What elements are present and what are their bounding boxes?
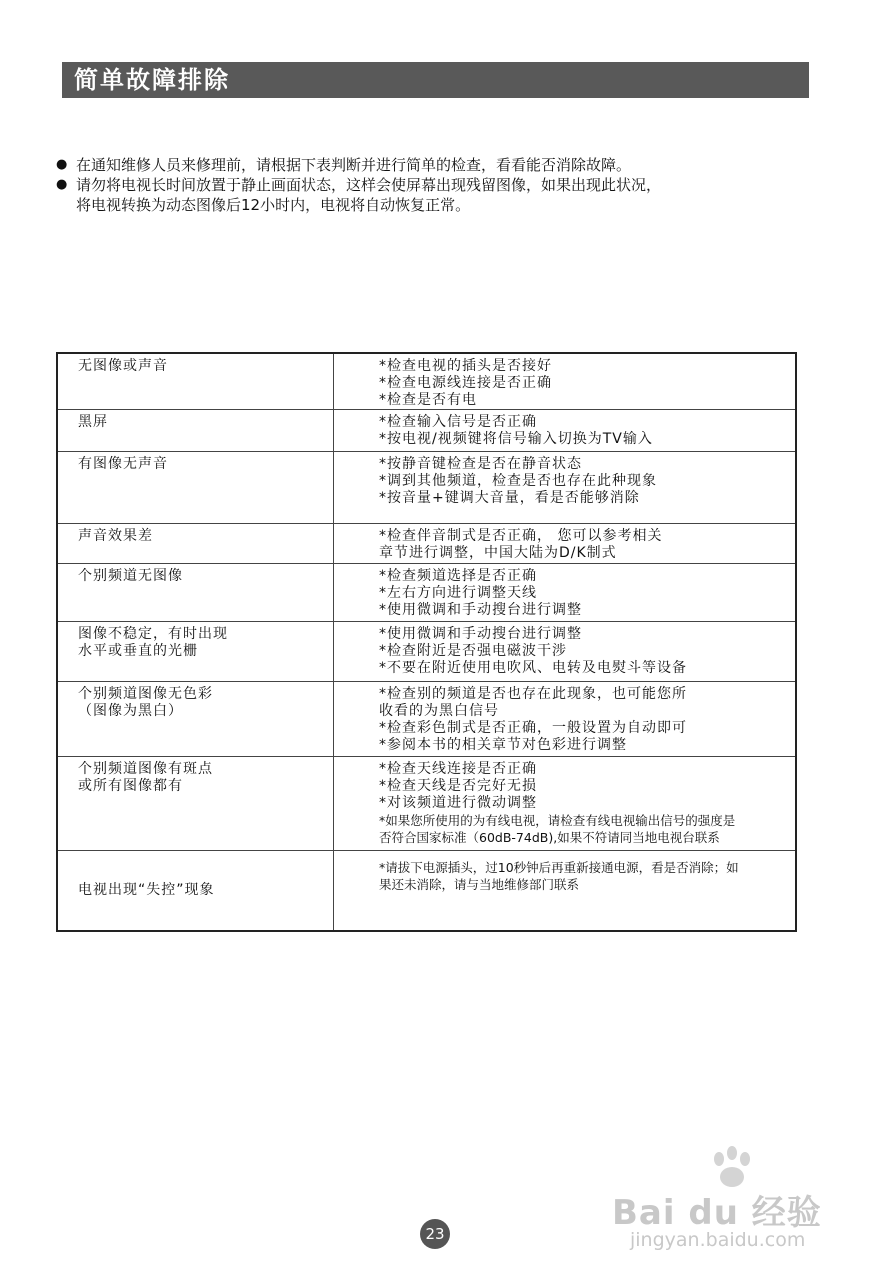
solution-text: *检查输入信号是否正确 *按电视/视频键将信号输入切换为TV输入 [379, 414, 653, 447]
solution-text: *请拔下电源插头，过10秒钟后再重新接通电源，看是否消除；如 果还未消除，请与当地维修部门联系 [379, 860, 739, 892]
problem-text: 个别频道无图像 [78, 568, 183, 584]
problem-cell [57, 524, 334, 564]
table-row [57, 851, 796, 931]
solution-cell [334, 564, 797, 622]
problem-text: 个别频道图像有斑点 或所有图像都有 [78, 761, 213, 794]
solution-text: *按静音键检查是否在静音状态 *调到其他频道，检查是否也存在此种现象 *按音量+键调大音量，看是否能够消除 [379, 456, 657, 506]
note-item [56, 155, 826, 175]
problem-text: 个别频道图像无色彩 （图像为黑白） [78, 686, 213, 719]
table-row [57, 622, 796, 682]
problem-cell [57, 851, 334, 931]
problem-cell [57, 353, 334, 410]
watermark-url: jingyan.baidu.com [630, 1229, 806, 1251]
problem-text: 图像不稳定，有时出现 水平或垂直的光栅 [78, 626, 228, 659]
problem-text: 无图像或声音 [78, 358, 168, 374]
solution-cell [334, 452, 797, 524]
table-row [57, 757, 796, 851]
bullet-icon: ● [56, 177, 68, 192]
solution-text: *检查伴音制式是否正确， 您可以参考相关 章节进行调整，中国大陆为D/K制式 [379, 528, 663, 561]
problem-cell [57, 682, 334, 757]
solution-cell [334, 757, 797, 851]
note-text: 在通知维修人员来修理前，请根据下表判断并进行简单的检查，看看能否消除故障。 [76, 156, 632, 174]
note-text: 请勿将电视长时间放置于静止画面状态，这样会使屏幕出现残留图像，如果出现此状况， 将电视转换为动态图像后12小时内，电视将自动恢复正常。 [76, 176, 662, 214]
problem-text: 有图像无声音 [78, 456, 168, 472]
solution-cell [334, 353, 797, 410]
problem-cell [57, 622, 334, 682]
solution-cell [334, 622, 797, 682]
solution-text: *使用微调和手动搜台进行调整 *检查附近是否强电磁波干涉 *不要在附近使用电吹风、电转及电熨斗等设备 [379, 626, 687, 676]
problem-cell [57, 410, 334, 452]
watermark-brand: Bai du 经验 [612, 1193, 822, 1233]
page-number: 23 [420, 1219, 450, 1249]
problem-text: 声音效果差 [78, 528, 153, 544]
solution-cell [334, 682, 797, 757]
table-row [57, 524, 796, 564]
solution-cell [334, 524, 797, 564]
troubleshooting-table [56, 352, 797, 932]
table-row [57, 564, 796, 622]
solution-cell [334, 410, 797, 452]
paw-icon [707, 1145, 757, 1190]
problem-text: 黑屏 [78, 414, 108, 430]
notes-list [56, 155, 826, 215]
table-row [57, 410, 796, 452]
baidu-watermark [612, 1145, 822, 1255]
table-row [57, 452, 796, 524]
solution-text: *检查别的频道是否也存在此现象，也可能您所 收看的为黑白信号 *检查彩色制式是否正确，一般设置为自动即可 *参阅本书的相关章节对色彩进行调整 [379, 686, 687, 753]
solution-text: *检查电视的插头是否接好 *检查电源线连接是否正确 *检查是否有电 [379, 358, 552, 408]
problem-cell [57, 757, 334, 851]
solution-text: *检查频道选择是否正确 *左右方向进行调整天线 *使用微调和手动搜台进行调整 [379, 568, 582, 618]
table-row [57, 353, 796, 410]
solution-cell [334, 851, 797, 931]
note-item [56, 175, 826, 215]
solution-text: *检查天线连接是否正确 *检查天线是否完好无损 *对该频道进行微动调整 [379, 761, 537, 811]
page-title: 简单故障排除 [62, 62, 809, 98]
problem-text: 电视出现“失控”现象 [78, 881, 215, 898]
problem-cell [57, 564, 334, 622]
table-row [57, 682, 796, 757]
problem-cell [57, 452, 334, 524]
solution-note: *如果您所使用的为有线电视，请检查有线电视输出信号的强度是 否符合国家标准（60dB-74dB),如果不符请同当地电视台联系 [379, 813, 736, 845]
bullet-icon: ● [56, 157, 68, 172]
